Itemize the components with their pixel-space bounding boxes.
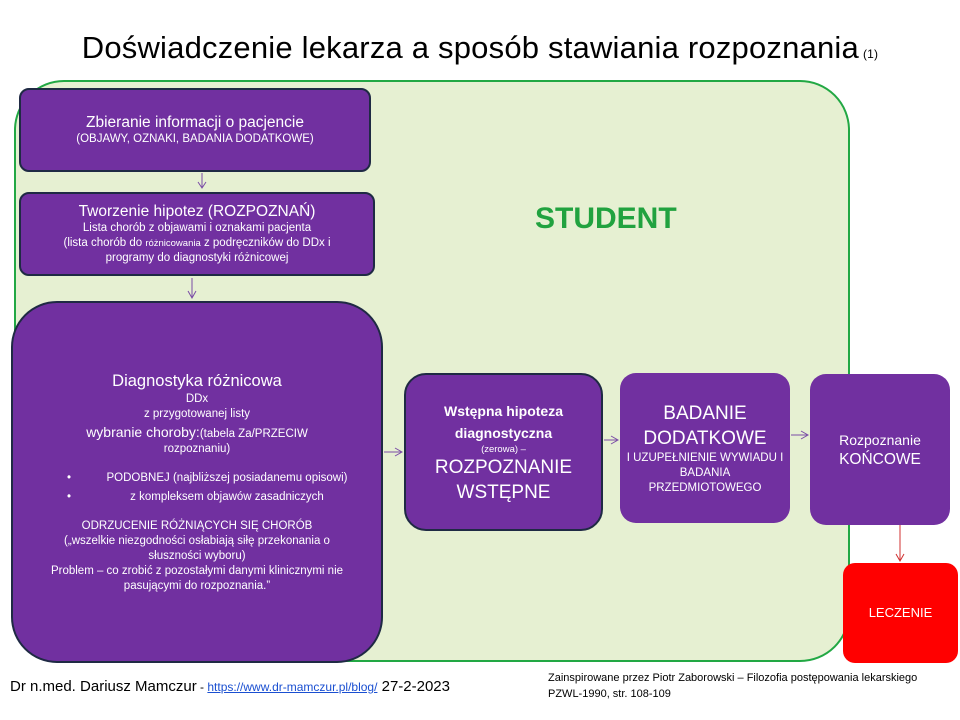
box1-line1: Zbieranie informacji o pacjencie bbox=[86, 114, 304, 131]
box3-line1: Diagnostyka różnicowa bbox=[112, 371, 282, 390]
author-name: Dr n.med. Dariusz Mamczur bbox=[10, 678, 197, 695]
box3-line3: z przygotowanej listy bbox=[143, 407, 251, 420]
box3-bullet1 bbox=[31, 471, 363, 486]
student-label: STUDENT bbox=[535, 202, 677, 235]
footer-date: 27-2-2023 bbox=[377, 678, 450, 695]
box2-line1: Tworzenie hipotez (ROZPOZNAŃ) bbox=[78, 203, 316, 220]
box5-line1: BADANIE DODATKOWE bbox=[643, 402, 767, 449]
box4-line1: Wstępna hipoteza diagnostyczna bbox=[443, 402, 563, 441]
box2-line3a: (lista chorób do bbox=[63, 237, 146, 249]
box-additional-tests bbox=[620, 373, 790, 523]
title-text: Doświadczenie lekarza a sposób stawiania rozpoznania bbox=[81, 30, 859, 65]
box2-line2: Lista chorób z objawami i oznakami pacjenta bbox=[82, 222, 312, 234]
footer-author bbox=[10, 678, 450, 695]
box6-line2: KOŃCOWE bbox=[839, 451, 921, 468]
footer-sep: - bbox=[196, 680, 208, 694]
title-note: (1) bbox=[862, 47, 879, 61]
box7-line1: LECZENIE bbox=[868, 605, 933, 620]
blog-link[interactable]: https://www.dr-mamczur.pl/blog/ bbox=[207, 680, 378, 694]
box-initial-hypothesis bbox=[404, 373, 603, 531]
bullet-dot: • bbox=[67, 471, 72, 484]
box4-line2: (zerowa) – bbox=[481, 443, 526, 455]
box2-line3 bbox=[63, 236, 330, 251]
box3-line5: rozpoznaniu) bbox=[163, 442, 231, 455]
box3-bullet2 bbox=[31, 490, 363, 505]
bullet2-text: z kompleksem objawów zasadniczych bbox=[130, 490, 324, 503]
box2-line3c: z podręczników do DDx i bbox=[200, 237, 331, 249]
box3-line8: Problem – co zrobić z pozostałymi danymi klinicznymi nie pasującymi do rozpoznania.” bbox=[50, 564, 344, 592]
box4-line3: ROZPOZNANIE WSTĘPNE bbox=[434, 456, 573, 503]
bullet1-text: PODOBNEJ (najbliższej posiadanemu opisowi) bbox=[106, 471, 348, 484]
box-final-diagnosis bbox=[810, 374, 950, 525]
box3-line4a: wybranie choroby: bbox=[86, 423, 200, 440]
box5-line2: I UZUPEŁNIENIE WYWIADU I BADANIA PRZEDMIOTOWEGO bbox=[626, 451, 784, 494]
box3-line6: ODRZUCENIE RÓŻNIĄCYCH SIĘ CHORÓB bbox=[81, 519, 313, 532]
box-information-gathering bbox=[19, 88, 371, 172]
box-differential-diagnosis bbox=[11, 301, 383, 663]
box1-line2: (OBJAWY, OZNAKI, BADANIA DODATKOWE) bbox=[76, 133, 314, 145]
box2-line4: programy do diagnostyki różnicowej bbox=[105, 252, 289, 264]
box-hypothesis-creation bbox=[19, 192, 375, 276]
box2-line3b: różnicowania bbox=[145, 238, 201, 249]
box3-line2: DDx bbox=[185, 392, 209, 405]
box3-line7: („wszelkie niezgodności osłabiają siłę przekonania o słuszności wyboru) bbox=[64, 534, 330, 562]
box3-line4b: (tabela Za/PRZECIW bbox=[199, 427, 308, 440]
box3-line4 bbox=[86, 422, 308, 442]
slide-title bbox=[0, 30, 960, 66]
arrow-6-to-7-head bbox=[896, 554, 904, 561]
footer-source: Zainspirowane przez Piotr Zaborowski – Filozofia postępowania lekarskiego PZWL-1990, str. 108-109 bbox=[548, 672, 918, 700]
box-treatment bbox=[843, 563, 958, 663]
box6-line1: Rozpoznanie bbox=[839, 432, 921, 448]
bullet-dot: • bbox=[67, 490, 72, 503]
